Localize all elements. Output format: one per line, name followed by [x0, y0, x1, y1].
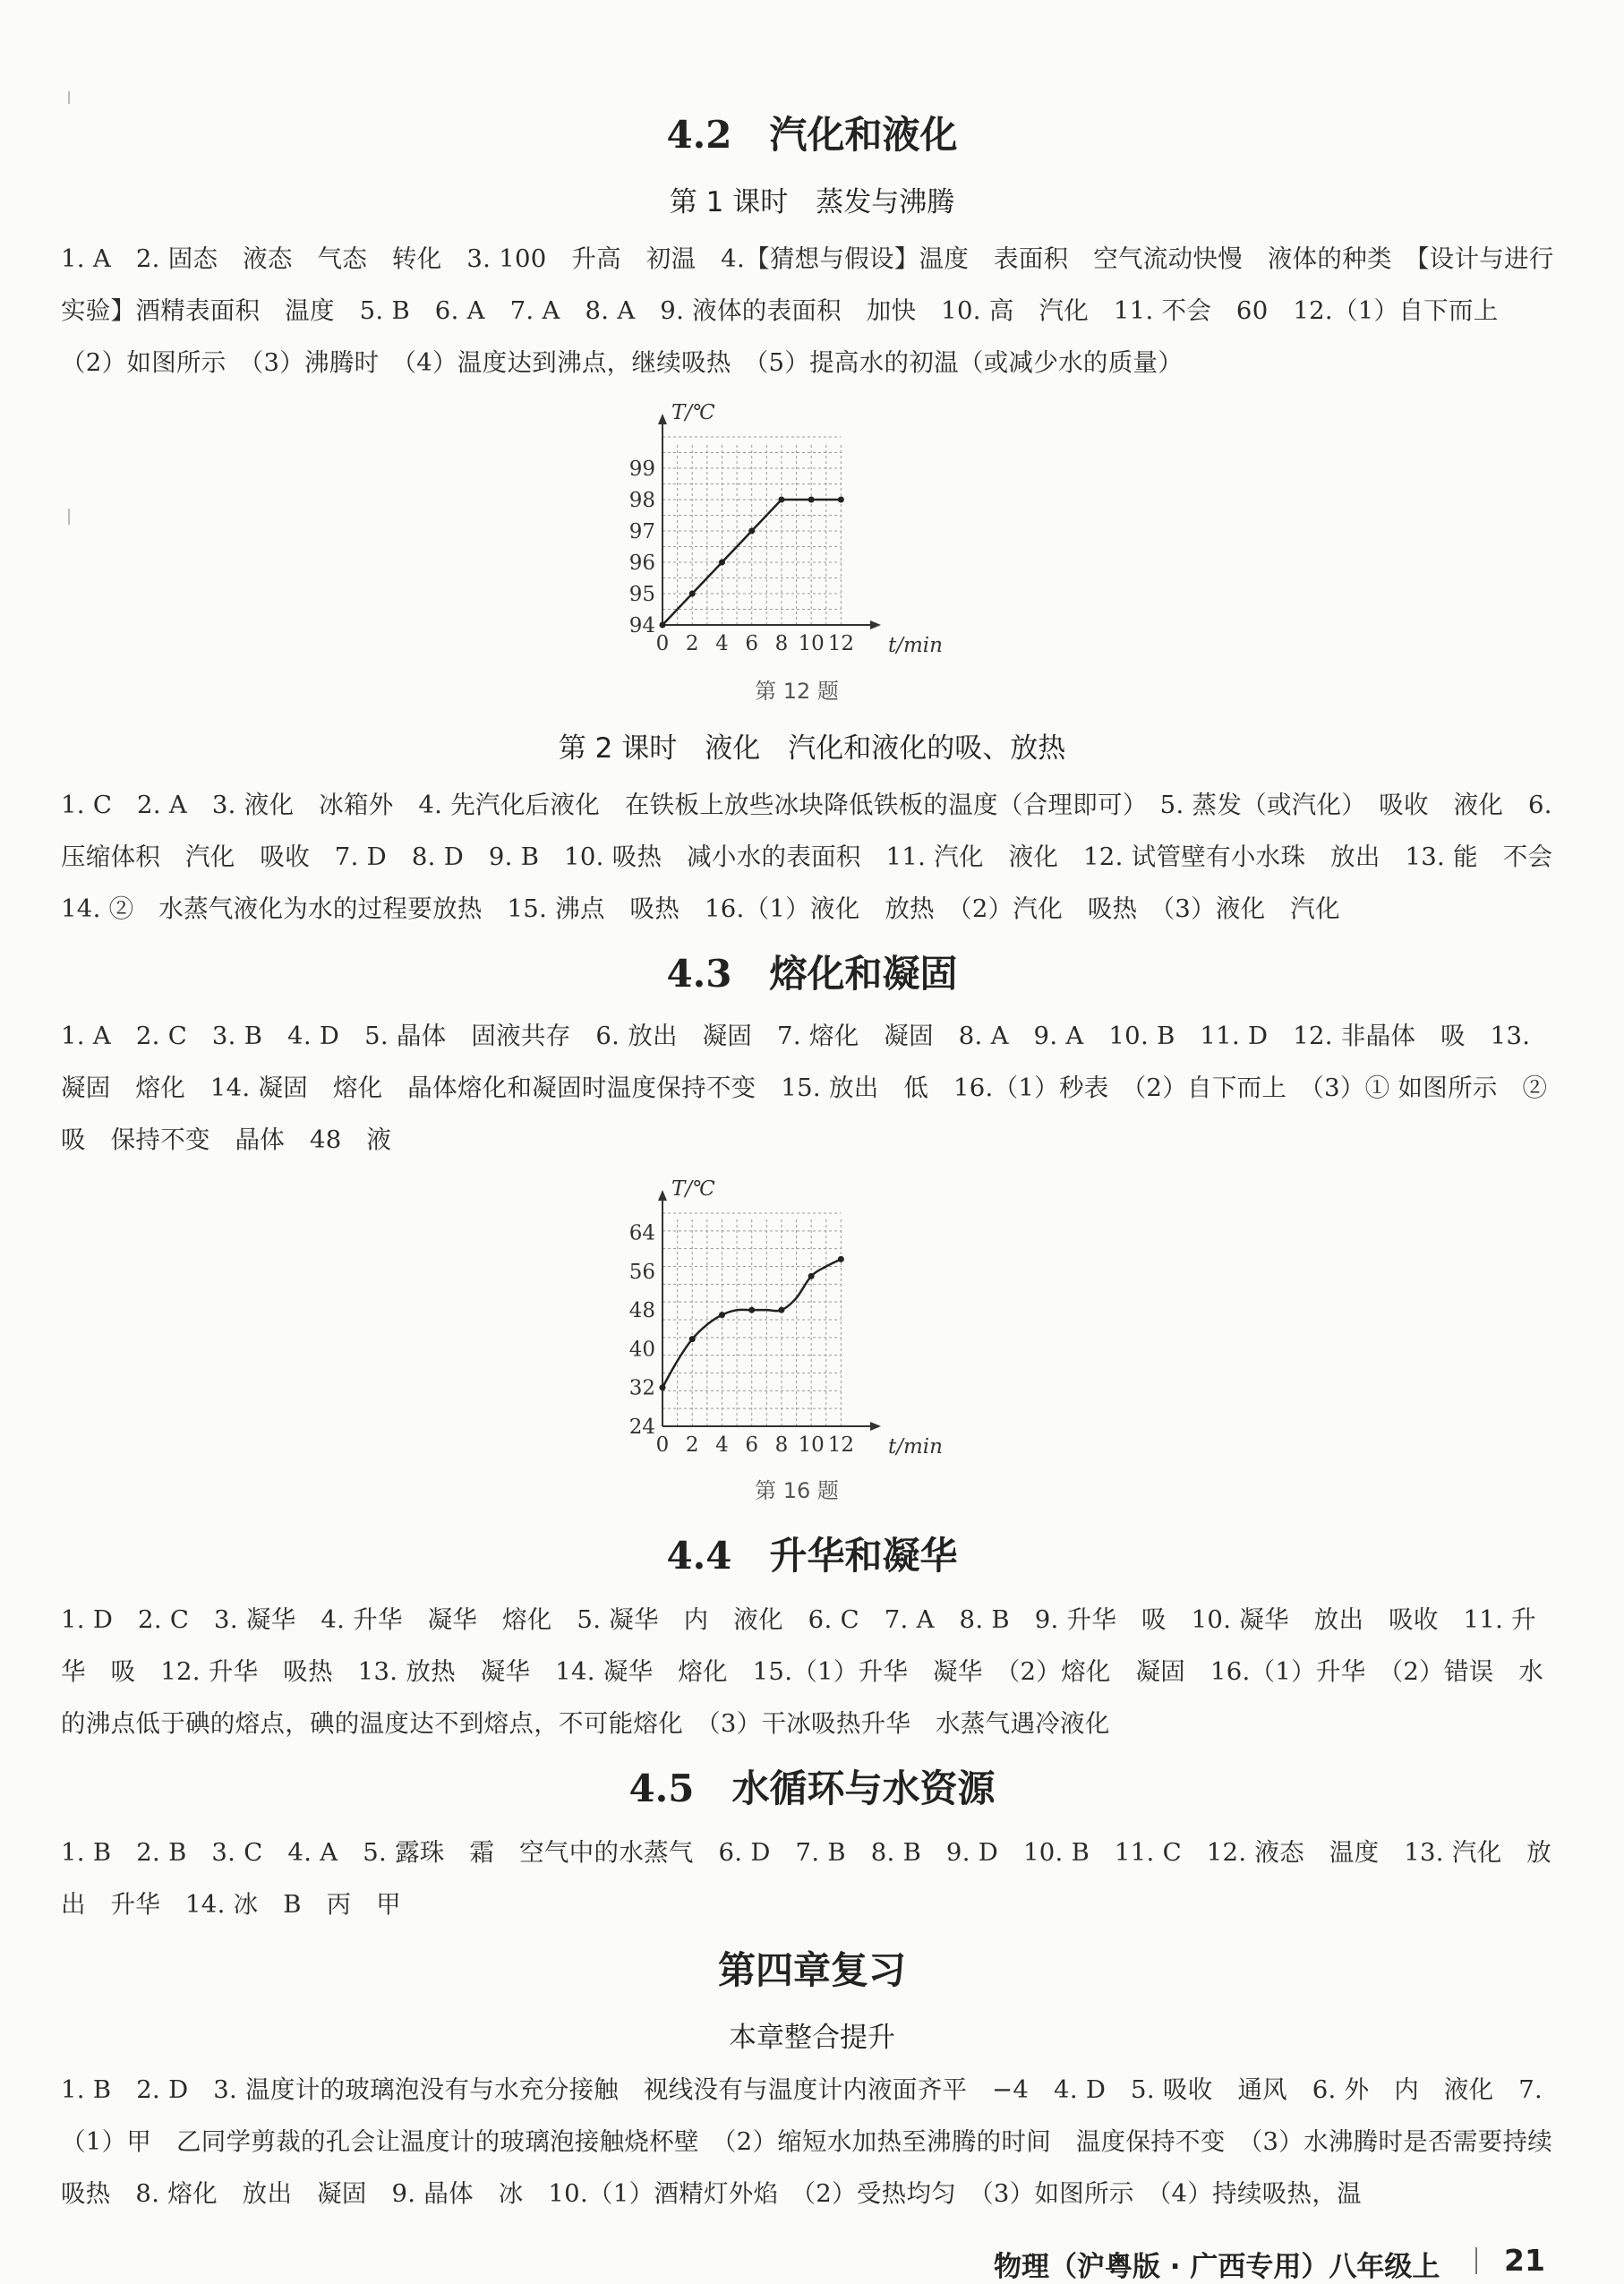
chart-q12-y-tick-label: 97 [628, 520, 655, 543]
answers-lesson-2: 1. C 2. A 3. 液化 冰箱外 4. 先汽化后液化 在铁板上放些冰块降低铁板的温度（合理即可） 5. 蒸发（或汽化） 吸收 液化 6. 压缩体积 汽化 吸收 7. D 8. D 9. B 10. 吸热 减小水的表面积 11. 汽化 液化 12. 试管壁有小水珠 放出 13. 能 不会 14. ② 水蒸气液化为水的过程要放热 15. 沸点 吸热 16.（1）液化 放热 （2）汽化 吸热 （3）液化 汽化 [61, 791, 1578, 923]
chart-q16-x-tick-label: 4 [715, 1433, 729, 1457]
footer-book-title: 物理（沪粤版 · 广西专用）八年级上 [994, 2251, 1440, 2283]
section-title-4-3: 4.3 熔化和凝固 [666, 952, 958, 996]
chart-q12-y-tick-label: 99 [628, 458, 655, 481]
chart-q12-caption: 第 12 题 [755, 679, 839, 704]
chart-q16-data-point [660, 1384, 666, 1390]
chart-q16-data-point [748, 1307, 755, 1313]
margin-mark [68, 91, 70, 104]
chart-q16-x-arrow-icon [870, 1422, 881, 1431]
answers-review: 1. B 2. D 3. 温度计的玻璃泡没有与水充分接触 视线没有与温度计内液面齐平 −4 4. D 5. 吸收 通风 6. 外 内 液化 7.（1）甲 乙同学剪裁的孔会让温度计的玻璃泡接触烧杯壁 （2）缩短水加热至沸腾的时间 温度保持不变 （3）水沸腾时是否需要持续吸热 8. 熔化 放出 凝固 9. 晶体 冰 10.（1）酒精灯外焰 （2）受热均匀 （3）如图所示 （4）持续吸热，温 [61, 2075, 1553, 2208]
chart-q16-x-tick-label: 12 [827, 1433, 855, 1457]
chart-q12-x-tick-label: 8 [774, 632, 789, 655]
chart-q16-x-tick-label: 8 [774, 1433, 789, 1457]
chart-q12 [618, 394, 994, 680]
chart-q16-data-point [689, 1336, 696, 1342]
chart-q16-x-axis-label: t/min [888, 1435, 943, 1459]
chart-q12-y-axis-label: T/℃ [671, 401, 715, 424]
section-title-4-4: 4.4 升华和凝华 [666, 1534, 958, 1578]
chart-q12-x-axis-label: t/min [888, 634, 943, 657]
margin-mark [68, 509, 70, 525]
chart-q12-data-point [778, 497, 784, 503]
chart-q12-data-point [660, 622, 666, 629]
chart-q16-y-tick-label: 40 [628, 1338, 655, 1362]
chart-q12-x-tick-label: 10 [798, 632, 825, 655]
chart-q16-y-tick-label: 56 [628, 1260, 655, 1284]
page-number: 21 [1504, 2243, 1545, 2278]
chart-q16 [618, 1168, 994, 1473]
chart-q12-y-tick-label: 95 [628, 583, 655, 606]
chart-q12-y-tick-label: 98 [628, 489, 655, 512]
answers-4-4: 1. D 2. C 3. 凝华 4. 升华 凝华 熔化 5. 凝华 内 液化 6. C 7. A 8. B 9. 升华 吸 10. 凝华 放出 吸收 11. 升华 吸 12. 升华 吸热 13. 放热 凝华 14. 凝华 熔化 15.（1）升华 凝华 （2）熔化 凝固 16.（1）升华 （2）错误 水的沸点低于碘的熔点，碘的温度达不到熔点，不可能熔化 （3）干冰吸热升华 水蒸气遇冷液化 [61, 1605, 1544, 1738]
footer-separator [1475, 2247, 1477, 2274]
chart-q12-x-tick-label: 0 [655, 632, 670, 655]
chart-q12-data-point [748, 528, 755, 535]
chart-q16-x-tick-label: 10 [798, 1433, 825, 1457]
chart-q12-y-arrow-icon [658, 414, 667, 424]
chart-q12-data-point [838, 497, 844, 503]
chart-q16-y-arrow-icon [658, 1190, 667, 1201]
chart-q12-x-tick-label: 6 [745, 632, 759, 655]
chart-q16-y-axis-label: T/℃ [671, 1177, 715, 1201]
chart-q12-y-tick-label: 94 [628, 614, 655, 637]
chart-q16-data-point [719, 1312, 725, 1318]
chart-q12-x-tick-label: 4 [715, 632, 729, 655]
chart-q16-y-tick-label: 24 [628, 1416, 655, 1439]
chart-q16-x-tick-label: 2 [685, 1433, 699, 1457]
chapter-review-subtitle: 本章整合提升 [729, 2022, 895, 2054]
chart-q12-y-tick-label: 96 [628, 552, 655, 575]
section-title-4-5: 4.5 水循环与水资源 [628, 1766, 996, 1810]
subsection-title-lesson-1: 第 1 课时 蒸发与沸腾 [669, 186, 955, 218]
chart-q12-plot [629, 401, 943, 657]
chart-q16-data-point [838, 1256, 844, 1262]
chapter-review-title: 第四章复习 [717, 1948, 906, 1992]
chart-q12-data-point [689, 591, 696, 597]
chart-q12-x-arrow-icon [870, 620, 881, 629]
chart-q16-plot [629, 1177, 943, 1459]
chart-q16-x-tick-label: 0 [655, 1433, 670, 1457]
chart-q12-data-point [719, 560, 725, 566]
chart-q16-data-point [808, 1273, 815, 1279]
answers-4-3: 1. A 2. C 3. B 4. D 5. 晶体 固液共存 6. 放出 凝固 7. 熔化 凝固 8. A 9. A 10. B 11. D 12. 非晶体 吸 13. 凝固 熔化 14. 凝固 熔化 晶体熔化和凝固时温度保持不变 15. 放出 低 16.（1）秒表 （2）自下而上 （3）① 如图所示 ② 吸 保持不变 晶体 48 液 [61, 1022, 1556, 1154]
chart-q16-caption: 第 16 题 [755, 1478, 839, 1503]
chart-q16-y-tick-label: 32 [628, 1376, 655, 1400]
answers-4-5: 1. B 2. B 3. C 4. A 5. 露珠 霜 空气中的水蒸气 6. D 7. B 8. B 9. D 10. B 11. C 12. 液态 温度 13. 汽化 放出 升华 14. 冰 B 丙 甲 [61, 1838, 1552, 1919]
chart-q12-x-tick-label: 12 [827, 632, 855, 655]
answers-lesson-1: 1. A 2. 固态 液态 气态 转化 3. 100 升高 初温 4.【猜想与假设】温度 表面积 空气流动快慢 液体的种类 【设计与进行实验】酒精表面积 温度 5. B 6. A 7. A 8. A 9. 液体的表面积 加快 10. 高 汽化 11. 不会 60 12.（1）自下而上 （2）如图所示 （3）沸腾时 （4）温度达到沸点，继续吸热 （5）提高水的初温（或减少水的质量） [61, 244, 1554, 377]
chart-q12-data-point [808, 497, 815, 503]
chart-q16-y-tick-label: 48 [628, 1299, 655, 1323]
section-title-4-2: 4.2 汽化和液化 [666, 113, 958, 157]
chart-q16-y-tick-label: 64 [628, 1221, 655, 1245]
chart-q16-data-point [778, 1307, 784, 1313]
chart-q12-x-tick-label: 2 [685, 632, 699, 655]
subsection-title-lesson-2: 第 2 课时 液化 汽化和液化的吸、放热 [558, 732, 1066, 765]
chart-q16-x-tick-label: 6 [745, 1433, 759, 1457]
